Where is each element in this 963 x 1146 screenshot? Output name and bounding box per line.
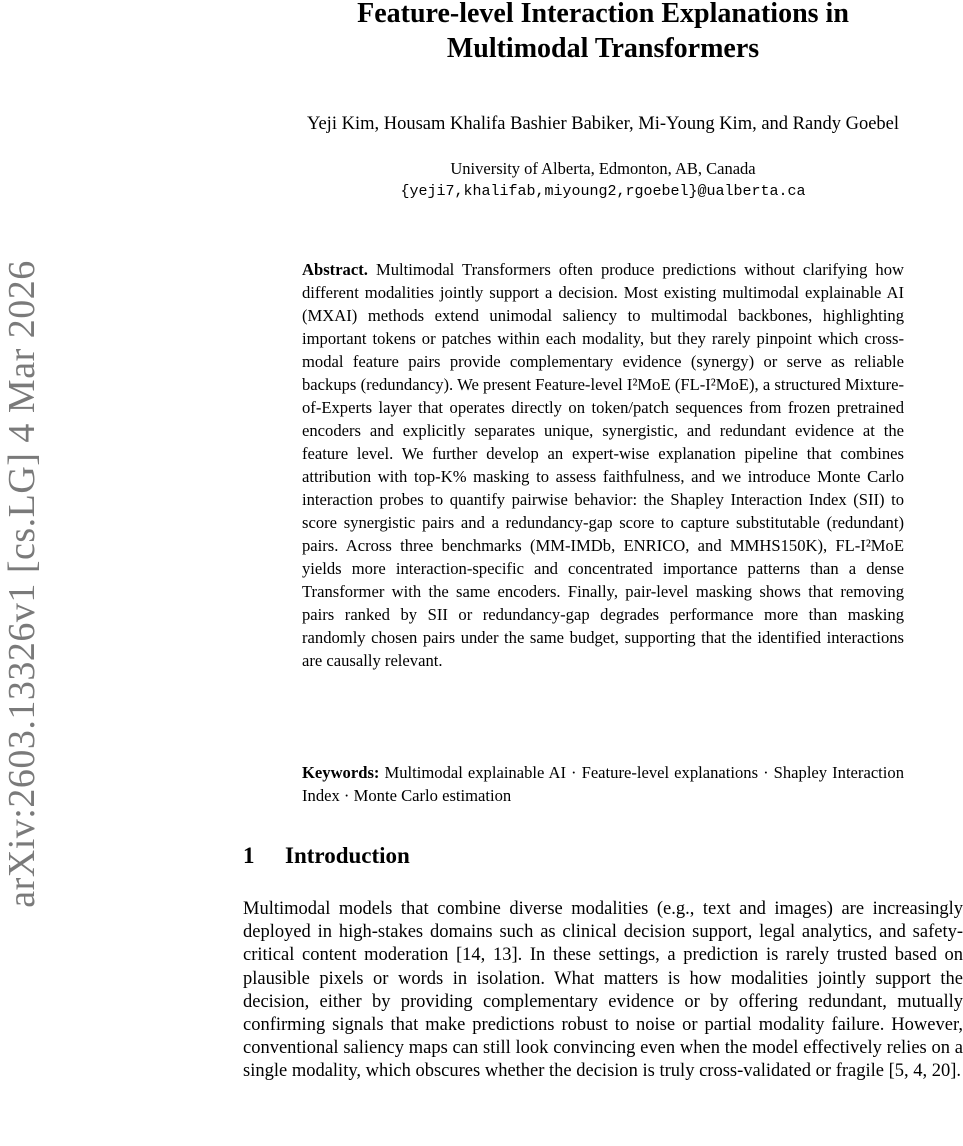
keywords-label: Keywords: bbox=[302, 763, 380, 782]
section-heading bbox=[243, 843, 410, 869]
section-title: Introduction bbox=[285, 843, 410, 868]
keywords bbox=[302, 761, 904, 807]
author-list: Yeji Kim, Housam Khalifa Bashier Babiker, Mi-Young Kim, and Randy Goebel bbox=[306, 114, 900, 134]
title-line-2: Multimodal Transformers bbox=[446, 33, 760, 64]
title-line-1: Feature-level Interaction Explanations in bbox=[357, 0, 849, 29]
abstract-text: Multimodal Transformers often produce predictions without clarifying how different modalities jointly support a decision. Most existing multimodal explainable AI (MXAI) methods extend unimodal saliency to multimodal backbones, highlighting important tokens or patches within each modality, but they rarely pinpoint which cross-modal feature pairs provide complementary evidence (synergy) or serve as reliable backups (redundancy). We present Feature-level I²MoE (FL-I²MoE), a structured Mixture-of-Experts layer that operates directly on token/patch sequences from frozen pretrained encoders and explicitly separates unique, synergistic, and redundant evidence at the feature level. We further develop an expert-wise explanation pipeline that combines attribution with top-K% masking to assess faithfulness, and we introduce Monte Carlo interaction probes to quantify pairwise behavior: the Shapley Interaction Index (SII) to score synergistic pairs and a redundancy-gap score to capture substitutable (redundant) pairs. Across three benchmarks (MM-IMDb, ENRICO, and MMHS150K), FL-I²MoE yields more interaction-specific and concentrated importance patterns than a dense Transformer with the same encoders. Finally, pair-level masking shows that removing pairs ranked by SII or redundancy-gap degrades performance more than masking randomly chosen pairs under the same budget, supporting that the identified interactions are causally relevant. bbox=[302, 260, 904, 670]
paper-title bbox=[243, 0, 963, 66]
section-number: 1 bbox=[243, 843, 255, 868]
keywords-text: Multimodal explainable AI · Feature-level explanations · Shapley Interaction Index · Monte Carlo estimation bbox=[302, 763, 904, 805]
abstract bbox=[302, 258, 904, 672]
arxiv-identifier bbox=[1, 228, 44, 940]
affiliation-block bbox=[243, 157, 963, 203]
intro-paragraph: Multimodal models that combine diverse modalities (e.g., text and images) are increasingly deployed in high-stakes domains such as clinical decision support, legal analytics, and safety-critical content moderation [14, 13]. In these settings, a prediction is rarely trusted based on plausible pixels or words in isolation. What matters is how modalities jointly support the decision, either by providing complementary evidence or by offering redundant, mutually confirming signals that make predictions robust to noise or partial modality failure. However, conventional saliency maps can still look convincing even when the model effectively relies on a single modality, which obscures whether the decision is truly cross-validated or fragile [5, 4, 20]. bbox=[243, 899, 963, 1082]
affiliation: University of Alberta, Edmonton, AB, Canada bbox=[450, 159, 756, 178]
email-list: {yeji7,khalifab,miyoung2,rgoebel}@ualberta.ca bbox=[400, 183, 806, 200]
abstract-label: Abstract. bbox=[302, 260, 368, 279]
arxiv-identifier-text: arXiv:2603.13326v1 [cs.LG] 4 Mar 2026 bbox=[1, 260, 44, 908]
